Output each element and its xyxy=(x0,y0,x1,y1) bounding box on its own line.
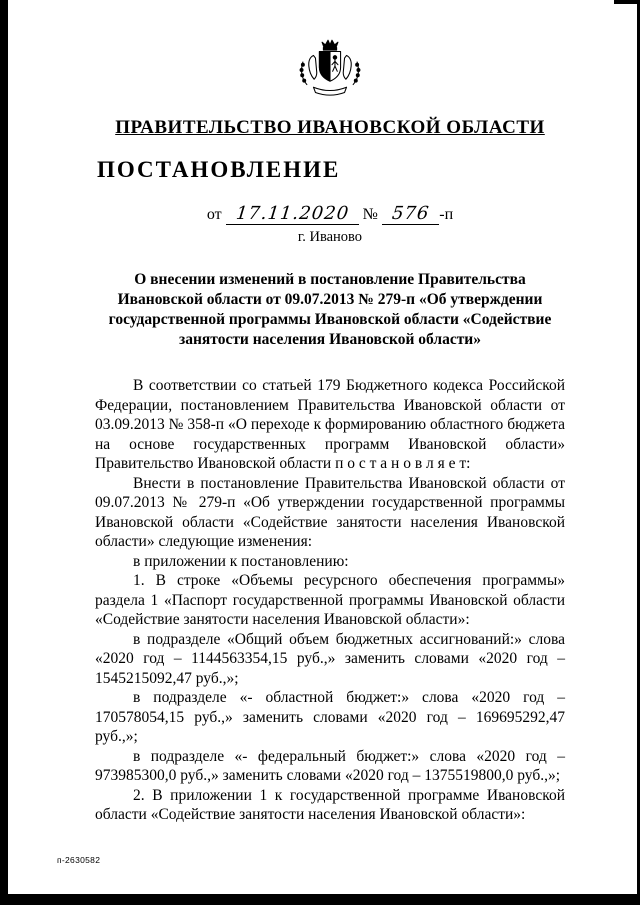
number-label: № xyxy=(362,206,378,223)
org-name: ПРАВИТЕЛЬСТВО ИВАНОВСКОЙ ОБЛАСТИ xyxy=(115,117,545,138)
coat-of-arms-icon xyxy=(287,38,373,102)
doc-type-heading: ПОСТАНОВЛЕНИЕ xyxy=(97,157,341,182)
body-paragraph: Внести в постановление Правительства Ивановской области от 09.07.2013 № 279-п «Об утверждении государственной программы Ивановской области «Содействие занятости населения Ивановской области» следующие изменения: xyxy=(95,474,565,550)
header-emblem xyxy=(95,38,565,107)
scan-edge-top-right xyxy=(614,0,640,4)
body-paragraph: 1. В строке «Объемы ресурсного обеспечения программы» раздела 1 «Паспорт государственной программы Ивановской области «Содействие занятости населения Ивановской области»: xyxy=(95,572,565,628)
document-content xyxy=(95,38,565,825)
body-paragraph: в подразделе «Общий объем бюджетных ассигнований:» слова «2020 год – 1144563354,15 руб.,» заменить словами «2020 год – 1545215092,47 руб.,»; xyxy=(95,630,565,687)
print-order-code: п-2630582 xyxy=(57,855,101,865)
body-paragraph: в подразделе «- федеральный бюджет:» слова «2020 год – 973985300,0 руб.,» заменить словами «2020 год – 1375519800,0 руб.,»; xyxy=(95,747,565,784)
date-number-line xyxy=(95,205,565,225)
body-paragraph: 2. В приложении 1 к государственной программе Ивановской области «Содействие занятости населения Ивановской области»: xyxy=(95,786,565,823)
date-underline xyxy=(226,205,359,225)
date-prefix-label: от xyxy=(206,206,222,223)
document-title: О внесении изменений в постановление Правительства Ивановской области от 09.07.2013 № 279-п «Об утверждении государственной программы Ивановской области «Содействие занятости населения Ивановской области» xyxy=(108,271,552,348)
body-paragraph: В соответствии со статьей 179 Бюджетного кодекса Российской Федерации, постановлением Правительства Ивановской области от 03.09.2013 № 358-п «О переходе к формированию областного бюджета на основе государственных программ Ивановской области» Правительство Ивановской области п о с т а н о в л я е т: xyxy=(95,377,565,472)
handwritten-number: 576 xyxy=(390,203,431,224)
scan-edge-bottom xyxy=(0,894,640,905)
city-line: г. Иваново xyxy=(297,229,363,245)
document-body xyxy=(95,376,565,825)
number-suffix: -п xyxy=(439,206,454,223)
handwritten-date: 17.11.2020 xyxy=(234,203,350,224)
scan-edge-left xyxy=(0,0,8,905)
body-paragraph: в приложении к постановлению: xyxy=(133,552,349,570)
number-underline xyxy=(382,205,439,225)
body-paragraph: в подразделе «- областной бюджет:» слова «2020 год – 170578054,15 руб.,» заменить словами «2020 год – 169695292,47 руб.,»; xyxy=(95,689,565,745)
